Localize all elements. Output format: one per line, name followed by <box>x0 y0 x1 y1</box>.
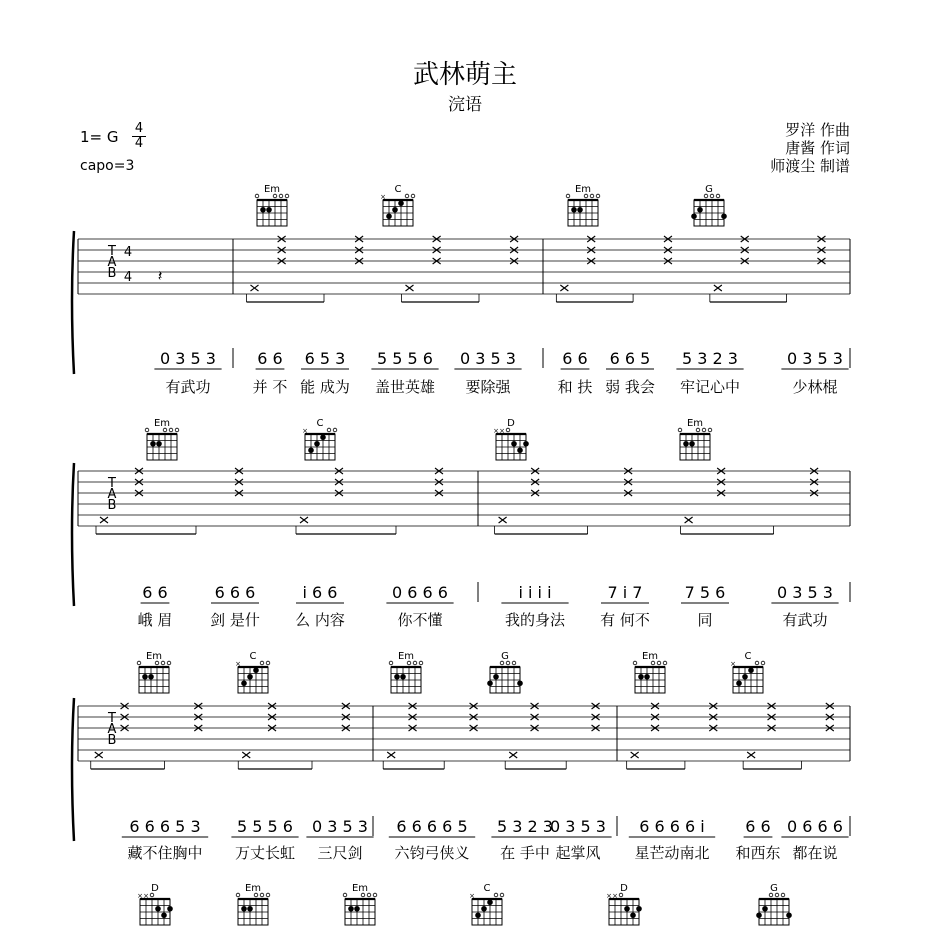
chord-1-2-dot <box>511 441 517 447</box>
lyric-1-7: 有武功 <box>782 611 828 629</box>
chord-1-2-mute: × <box>493 427 499 435</box>
chord-3-2-dot <box>348 906 354 912</box>
chord-3-0-dot <box>155 906 161 912</box>
jianpu-group-2-5: 0 3 5 3 <box>550 817 606 836</box>
chord-1-2-mute: × <box>499 427 505 435</box>
lyric-0-4: 要除强 <box>465 378 511 396</box>
jianpu-group-1-1: 6 6 6 <box>214 583 256 602</box>
song-title: 武林萌主 <box>412 60 517 90</box>
chord-1-0-open <box>169 428 173 432</box>
tab-letter-b: B <box>107 266 117 281</box>
chord-3-5-dot <box>786 912 792 918</box>
chord-3-5-name: G <box>770 883 778 894</box>
chord-2-2-open <box>413 661 417 665</box>
chord-3-3-dot <box>487 899 493 905</box>
chord-3-2-open <box>367 893 371 897</box>
tab-bass-note-1 <box>100 517 108 523</box>
chord-2-3-dot <box>493 674 499 680</box>
lyric-1-2: 么 内容 <box>295 611 345 629</box>
chord-0-2-open <box>590 194 594 198</box>
chord-3-1-open <box>266 893 270 897</box>
jianpu-group-2-7: 6 6 <box>745 817 771 836</box>
lyric-0-7: 牢记心中 <box>679 378 741 396</box>
jianpu-group-2-8: 0 6 6 6 <box>787 817 843 836</box>
tab-letter-t: T <box>108 711 116 726</box>
chord-1-2-name: D <box>507 418 515 429</box>
tab-letter-b: B <box>107 733 117 748</box>
tab-bass-note-2 <box>242 752 250 758</box>
chord-0-2-open <box>566 194 570 198</box>
chord-2-2-open <box>389 661 393 665</box>
chord-1-1-open <box>327 428 331 432</box>
chord-3-4-name: D <box>620 883 628 894</box>
chord-2-0-open <box>161 661 165 665</box>
chord-1-0-name: Em <box>153 418 171 429</box>
chord-3-1-dot <box>247 906 253 912</box>
chord-2-0-dot <box>148 674 154 680</box>
tab-bass-note-2 <box>631 752 639 758</box>
tab-letter-a: A <box>107 487 117 502</box>
chord-3-3-dot <box>475 912 481 918</box>
chord-2-0-open <box>167 661 171 665</box>
chord-3-3-open <box>494 893 498 897</box>
lyric-0-3: 盖世英雄 <box>374 378 436 396</box>
chord-3-5-dot <box>756 912 762 918</box>
chord-2-4-open <box>663 661 667 665</box>
chord-0-3-dot <box>721 213 727 219</box>
chord-3-2-name: Em <box>351 883 369 894</box>
lyric-2-4: 在 手中 <box>500 844 550 862</box>
song-subtitle: 浣语 <box>448 95 482 115</box>
chord-0-1-name: C <box>394 184 402 195</box>
tab-bass-note-1 <box>499 517 507 523</box>
lyric-2-7: 和西东 <box>735 844 781 862</box>
lyric-0-0: 有武功 <box>165 378 211 396</box>
chord-3-0-mute: × <box>143 892 149 900</box>
chord-3-0-dot <box>161 912 167 918</box>
chord-3-0-dot <box>167 906 173 912</box>
tab-bass-note-0 <box>714 285 722 291</box>
chord-0-0-open <box>285 194 289 198</box>
jianpu-group-2-1: 5 5 5 6 <box>237 817 293 836</box>
transcriber-credit: 师渡尘 制谱 <box>770 157 850 175</box>
jianpu-group-0-8: 0 3 5 3 <box>787 349 843 368</box>
chord-3-4-dot <box>630 912 636 918</box>
chord-3-4-dot <box>636 906 642 912</box>
chord-2-5-dot <box>736 680 742 686</box>
chord-2-4-dot <box>638 674 644 680</box>
tab-letter-a: A <box>107 722 117 737</box>
chord-3-0-name: D <box>151 883 159 894</box>
tab-letter-a: A <box>107 255 117 270</box>
chord-2-4-dot <box>644 674 650 680</box>
chord-2-1-open <box>260 661 264 665</box>
chord-2-4-open <box>633 661 637 665</box>
time-signature-top: 4 <box>132 122 146 137</box>
tab-timesig-bottom: 4 <box>123 270 133 285</box>
chord-0-1-dot <box>398 200 404 206</box>
chord-3-3-dot <box>481 906 487 912</box>
lyric-0-8: 少林棍 <box>792 378 838 396</box>
lyric-0-2: 能 成为 <box>300 378 350 396</box>
chord-2-1-dot <box>241 680 247 686</box>
chord-1-0-dot <box>150 441 156 447</box>
jianpu-group-0-2: 6 5 3 <box>304 349 346 368</box>
capo-label: capo=3 <box>80 158 135 174</box>
chord-2-1-open <box>266 661 270 665</box>
jianpu-group-0-1: 6 6 <box>257 349 283 368</box>
tab-bass-note-1 <box>685 517 693 523</box>
chord-2-5-name: C <box>744 651 752 662</box>
tab-bass-note-1 <box>300 517 308 523</box>
lyric-1-0: 峨 眉 <box>137 611 173 629</box>
lyric-2-2: 三尺剑 <box>317 844 363 862</box>
jianpu-group-1-0: 6 6 <box>142 583 168 602</box>
chord-0-1-open <box>411 194 415 198</box>
chord-1-0-open <box>145 428 149 432</box>
lyric-1-3: 你不懂 <box>397 611 443 629</box>
jianpu-group-0-0: 0 3 5 3 <box>160 349 216 368</box>
chord-0-0-open <box>255 194 259 198</box>
chord-3-2-open <box>343 893 347 897</box>
lyric-0-6: 弱 我会 <box>605 378 655 396</box>
composer-credit: 罗洋 作曲 <box>785 121 850 139</box>
lyric-1-1: 剑 是什 <box>210 611 260 629</box>
lyric-2-3: 六钧弓侠义 <box>394 844 470 862</box>
lyric-2-6: 星芒动南北 <box>634 844 710 862</box>
chord-0-1-open <box>405 194 409 198</box>
chord-1-3-open <box>678 428 682 432</box>
chord-2-2-name: Em <box>397 651 415 662</box>
chord-2-1-mute: × <box>235 660 241 668</box>
lyric-1-5: 有 何不 <box>600 611 650 629</box>
chord-2-1-dot <box>253 667 259 673</box>
chord-0-3-dot <box>691 213 697 219</box>
chord-0-0-name: Em <box>263 184 281 195</box>
chord-3-3-mute: × <box>469 892 475 900</box>
lyric-2-5: 起掌风 <box>555 844 601 862</box>
chord-3-2-dot <box>354 906 360 912</box>
chord-0-2-dot <box>577 207 583 213</box>
chord-1-1-mute: × <box>302 427 308 435</box>
chord-0-0-open <box>279 194 283 198</box>
chord-1-3-open <box>702 428 706 432</box>
key-signature: 1= G <box>80 128 119 146</box>
chord-1-1-dot <box>308 447 314 453</box>
chord-3-1-open <box>236 893 240 897</box>
chord-0-2-dot <box>571 207 577 213</box>
chord-1-3-dot <box>689 441 695 447</box>
jianpu-group-1-6: 7 5 6 <box>684 583 726 602</box>
chord-1-0-dot <box>156 441 162 447</box>
lyric-1-6: 同 <box>697 611 713 629</box>
jianpu-group-2-0: 6 6 6 5 3 <box>129 817 201 836</box>
lyric-2-0: 藏不住胸中 <box>127 844 203 862</box>
chord-2-0-open <box>137 661 141 665</box>
rest-symbol: 𝄽 <box>157 267 163 285</box>
jianpu-group-0-4: 0 3 5 3 <box>460 349 516 368</box>
chord-3-5-open <box>781 893 785 897</box>
chord-2-3-name: G <box>501 651 509 662</box>
chord-1-1-dot <box>314 441 320 447</box>
chord-0-2-name: Em <box>574 184 592 195</box>
tab-bass-note-0 <box>406 285 414 291</box>
jianpu-group-0-7: 5 3 2 3 <box>682 349 738 368</box>
tab-timesig-top: 4 <box>123 245 133 260</box>
chord-1-3-open <box>708 428 712 432</box>
chord-3-0-mute: × <box>137 892 143 900</box>
system-bracket-0 <box>72 231 74 374</box>
chord-2-3-dot <box>487 680 493 686</box>
jianpu-group-1-4: i i i i <box>518 583 552 602</box>
chord-3-2-open <box>373 893 377 897</box>
chord-2-1-name: C <box>249 651 257 662</box>
chord-0-0-dot <box>260 207 266 213</box>
system-bracket-2 <box>72 698 74 841</box>
jianpu-group-2-2: 0 3 5 3 <box>312 817 368 836</box>
chord-0-1-mute: × <box>380 193 386 201</box>
tab-bass-note-2 <box>509 752 517 758</box>
tab-letter-t: T <box>108 244 116 259</box>
tab-bass-note-0 <box>560 285 568 291</box>
jianpu-group-0-3: 5 5 5 6 <box>377 349 433 368</box>
chord-2-5-mute: × <box>730 660 736 668</box>
jianpu-group-2-4: 5 3 2 3 <box>497 817 553 836</box>
lyric-1-4: 我的身法 <box>504 611 566 629</box>
jianpu-group-1-5: 7 i 7 <box>607 583 643 602</box>
chord-2-4-name: Em <box>641 651 659 662</box>
time-signature-bottom: 4 <box>134 136 144 151</box>
chord-0-0-dot <box>266 207 272 213</box>
jianpu-group-1-7: 0 3 5 3 <box>777 583 833 602</box>
chord-0-3-open <box>716 194 720 198</box>
system-bracket-1 <box>72 463 74 606</box>
chord-0-2-open <box>596 194 600 198</box>
chord-3-4-mute: × <box>606 892 612 900</box>
jianpu-group-0-6: 6 6 5 <box>609 349 651 368</box>
chord-0-3-name: G <box>705 184 713 195</box>
chord-3-3-name: C <box>483 883 491 894</box>
tab-bass-note-2 <box>95 752 103 758</box>
chord-1-1-dot <box>320 434 326 440</box>
chord-2-3-open <box>512 661 516 665</box>
chord-2-2-dot <box>400 674 406 680</box>
lyricist-credit: 唐酱 作词 <box>785 139 850 157</box>
chord-1-0-open <box>175 428 179 432</box>
lyric-2-1: 万丈长虹 <box>234 844 296 862</box>
chord-2-5-dot <box>748 667 754 673</box>
chord-1-2-dot <box>523 441 529 447</box>
chord-2-2-open <box>419 661 423 665</box>
chord-2-3-dot <box>517 680 523 686</box>
chord-2-2-dot <box>394 674 400 680</box>
lyric-2-8: 都在说 <box>792 844 838 862</box>
chord-2-0-name: Em <box>145 651 163 662</box>
chord-1-3-dot <box>683 441 689 447</box>
lyric-0-5: 和 扶 <box>557 378 593 396</box>
chord-2-4-open <box>657 661 661 665</box>
chord-3-1-dot <box>241 906 247 912</box>
chord-1-1-open <box>333 428 337 432</box>
jianpu-group-1-3: 0 6 6 6 <box>392 583 448 602</box>
chord-1-1-name: C <box>316 418 324 429</box>
chord-0-1-dot <box>392 207 398 213</box>
chord-3-1-name: Em <box>244 883 262 894</box>
tab-letter-t: T <box>108 476 116 491</box>
chord-1-2-dot <box>517 447 523 453</box>
chord-2-1-dot <box>247 674 253 680</box>
chord-3-5-dot <box>762 906 768 912</box>
jianpu-group-2-6: 6 6 6 6 i <box>639 817 705 836</box>
tab-letter-b: B <box>107 498 117 513</box>
chord-0-3-dot <box>697 207 703 213</box>
chord-2-5-dot <box>742 674 748 680</box>
chord-2-5-open <box>761 661 765 665</box>
jianpu-group-2-3: 6 6 6 6 5 <box>396 817 468 836</box>
chord-3-3-open <box>500 893 504 897</box>
chord-0-1-dot <box>386 213 392 219</box>
tab-bass-note-0 <box>251 285 259 291</box>
chord-3-4-dot <box>624 906 630 912</box>
chord-1-3-name: Em <box>686 418 704 429</box>
chord-2-5-open <box>755 661 759 665</box>
chord-3-1-open <box>260 893 264 897</box>
tab-bass-note-2 <box>387 752 395 758</box>
jianpu-group-0-5: 6 6 <box>562 349 588 368</box>
tab-bass-note-2 <box>747 752 755 758</box>
jianpu-group-1-2: i 6 6 <box>302 583 338 602</box>
chord-2-0-dot <box>142 674 148 680</box>
chord-3-4-mute: × <box>612 892 618 900</box>
lyric-0-1: 并 不 <box>252 378 288 396</box>
